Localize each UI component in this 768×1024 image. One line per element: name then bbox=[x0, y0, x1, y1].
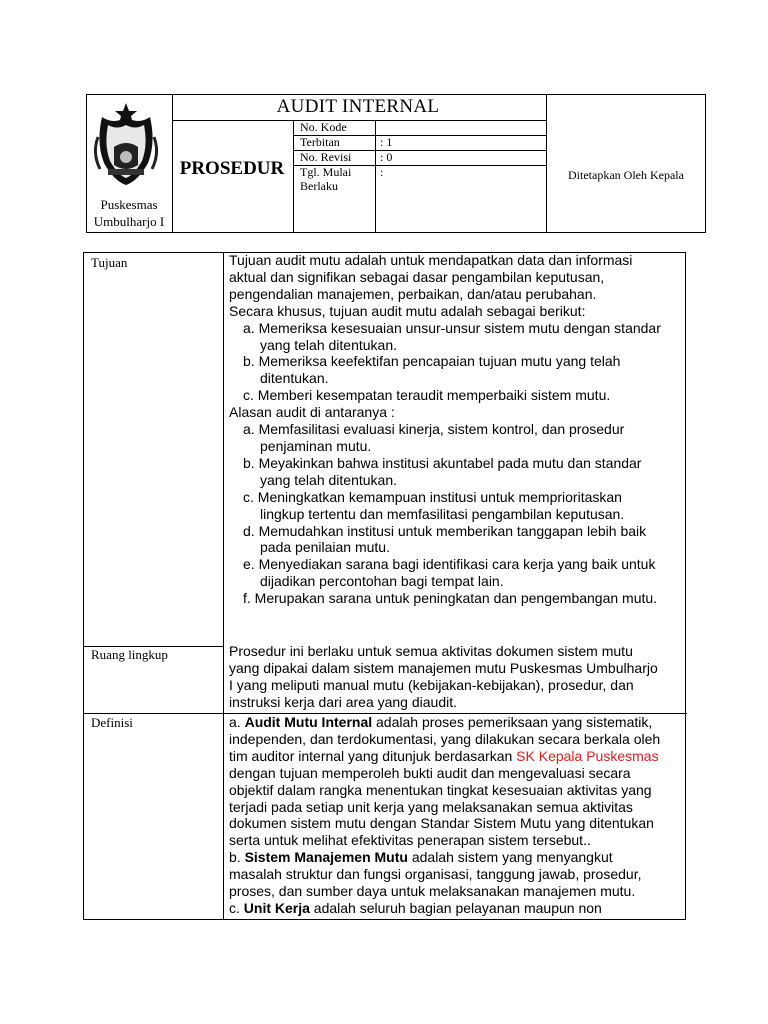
meta-label-issue: Terbitan bbox=[300, 135, 340, 149]
text-line: yang dipakai dalam sistem manajemen mutu Puskesmas Umbulharjo bbox=[229, 659, 658, 676]
meta-value-revision: : 0 bbox=[380, 150, 393, 164]
text-line: terjadi pada setiap unit kerja yang melaksanakan semua aktivitas bbox=[229, 798, 633, 815]
meta-label-effective: Berlaku bbox=[300, 179, 338, 193]
header-divider bbox=[293, 120, 294, 232]
list-item: b. Memeriksa keefektifan pencapaian tujuan mutu yang telah bbox=[243, 353, 621, 370]
definition-text: adalah proses pemeriksaan yang sistematik, bbox=[372, 714, 653, 730]
organization-name bbox=[88, 196, 170, 230]
list-item: a. Memeriksa kesesuaian unsur-unsur sistem mutu dengan standar bbox=[243, 319, 661, 336]
definition-text: adalah sistem yang menyangkut bbox=[407, 849, 613, 866]
meta-label-code: No. Kode bbox=[300, 120, 347, 134]
definisi-text bbox=[229, 714, 660, 917]
list-item-continuation: penjaminan mutu. bbox=[260, 437, 372, 454]
list-item: d. Memudahkan institusi untuk memberikan tanggapan lebih baik bbox=[243, 522, 647, 539]
text-line: dengan tujuan memperoleh bukti audit dan mengevaluasi secara bbox=[229, 764, 631, 781]
text-line: objektif dalam rangka menentukan tingkat kesesuaian aktivitas yang bbox=[229, 781, 652, 798]
item-prefix: a. bbox=[229, 714, 245, 730]
meta-value-start-date: : bbox=[380, 165, 384, 179]
text-line: masalah struktur dan fungsi organisasi, tanggung jawab, prosedur, bbox=[229, 866, 642, 883]
definition-text: adalah seluruh bagian pelayanan maupun non bbox=[309, 899, 602, 916]
text-line: Secara khusus, tujuan audit mutu adalah sebagai berikut: bbox=[229, 302, 586, 319]
list-item-continuation: lingkup tertentu dan memfasilitasi pengambilan keputusan. bbox=[260, 505, 625, 522]
list-item: c. Memberi kesempatan teraudit memperbaiki sistem mutu. bbox=[243, 387, 611, 404]
definition-a bbox=[229, 714, 660, 731]
definition-term: Sistem Manajemen Mutu bbox=[244, 849, 408, 866]
list-item: a. Memfasilitasi evaluasi kinerja, sistem kontrol, dan prosedur bbox=[243, 421, 625, 438]
definition-term: Audit Mutu Internal bbox=[244, 714, 373, 730]
definition-b bbox=[229, 849, 660, 866]
procedure-label: PROSEDUR bbox=[179, 158, 285, 179]
text-line: aktual dan signifikan sebagai dasar pengambilan keputusan, bbox=[229, 268, 605, 285]
text-line: instruksi kerja dari area yang diaudit. bbox=[229, 693, 458, 710]
list-item: b. Meyakinkan bahwa institusi akuntabel pada mutu dan standar bbox=[243, 454, 642, 471]
text-line: Alasan audit di antaranya : bbox=[229, 404, 395, 421]
puskesmas-seal-logo bbox=[94, 103, 158, 187]
meta-label-start-date: Tgl. Mulai bbox=[300, 165, 352, 179]
text-line: pengendalian manajemen, perbaikan, dan/atau perubahan. bbox=[229, 285, 597, 302]
text-line: I yang meliputi manual mutu (kebijakan-kebijakan), prosedur, dan bbox=[229, 676, 634, 693]
tujuan-text bbox=[229, 252, 661, 607]
list-item: f. Merupakan sarana untuk peningkatan dan pengembangan mutu. bbox=[243, 590, 658, 607]
list-item-continuation: ditentukan. bbox=[260, 370, 329, 387]
ruang-lingkup-text bbox=[229, 643, 658, 711]
item-prefix: c. bbox=[229, 899, 244, 916]
definition-term: Unit Kerja bbox=[243, 899, 310, 916]
approved-by: Ditetapkan Oleh Kepala bbox=[568, 168, 684, 182]
label-tujuan: Tujuan bbox=[91, 255, 128, 270]
document-title: AUDIT INTERNAL bbox=[276, 96, 440, 117]
label-ruang-lingkup: Ruang lingkup bbox=[91, 647, 168, 662]
text-line: Tujuan audit mutu adalah untuk mendapatkan data dan informasi bbox=[229, 252, 633, 268]
list-item-continuation: dijadikan percontohan bagi tempat lain. bbox=[260, 573, 504, 590]
header-divider bbox=[172, 120, 546, 121]
text-line: serta untuk melihat efektivitas penerapan sistem tersebut.. bbox=[229, 832, 591, 849]
org-line-1: Puskesmas bbox=[100, 197, 158, 212]
meta-label-revision: No. Revisi bbox=[300, 150, 352, 164]
list-item-continuation: yang telah ditentukan. bbox=[260, 336, 397, 353]
label-definisi: Definisi bbox=[91, 715, 133, 730]
column-divider bbox=[223, 253, 224, 919]
list-item-continuation: pada penilaian mutu. bbox=[260, 539, 390, 556]
highlighted-reference: SK Kepala Puskesmas bbox=[516, 747, 659, 764]
list-item-continuation: yang telah ditentukan. bbox=[260, 471, 397, 488]
meta-value-issue: : 1 bbox=[380, 135, 393, 149]
text-line bbox=[229, 748, 660, 765]
definition-c bbox=[229, 900, 660, 917]
text-line: proses, dan sumber daya untuk melaksanakan manajemen mutu. bbox=[229, 883, 636, 900]
header-divider bbox=[546, 95, 547, 232]
text-line: independen, dan terdokumentasi, yang dilakukan secara berkala oleh bbox=[229, 730, 661, 747]
org-line-2: Umbulharjo I bbox=[93, 214, 165, 229]
list-item: e. Menyediakan sarana bagi identifikasi cara kerja yang baik untuk bbox=[243, 556, 656, 573]
header-divider bbox=[375, 120, 376, 232]
text-line: Prosedur ini berlaku untuk semua aktivitas dokumen sistem mutu bbox=[229, 643, 633, 659]
definition-text: tim auditor internal yang ditunjuk berdasarkan bbox=[229, 747, 517, 764]
text-line: dokumen sistem mutu dengan Standar Sistem Mutu yang ditentukan bbox=[229, 815, 654, 832]
item-prefix: b. bbox=[229, 849, 245, 866]
list-item: c. Meningkatkan kemampuan institusi untuk memprioritaskan bbox=[243, 488, 622, 505]
